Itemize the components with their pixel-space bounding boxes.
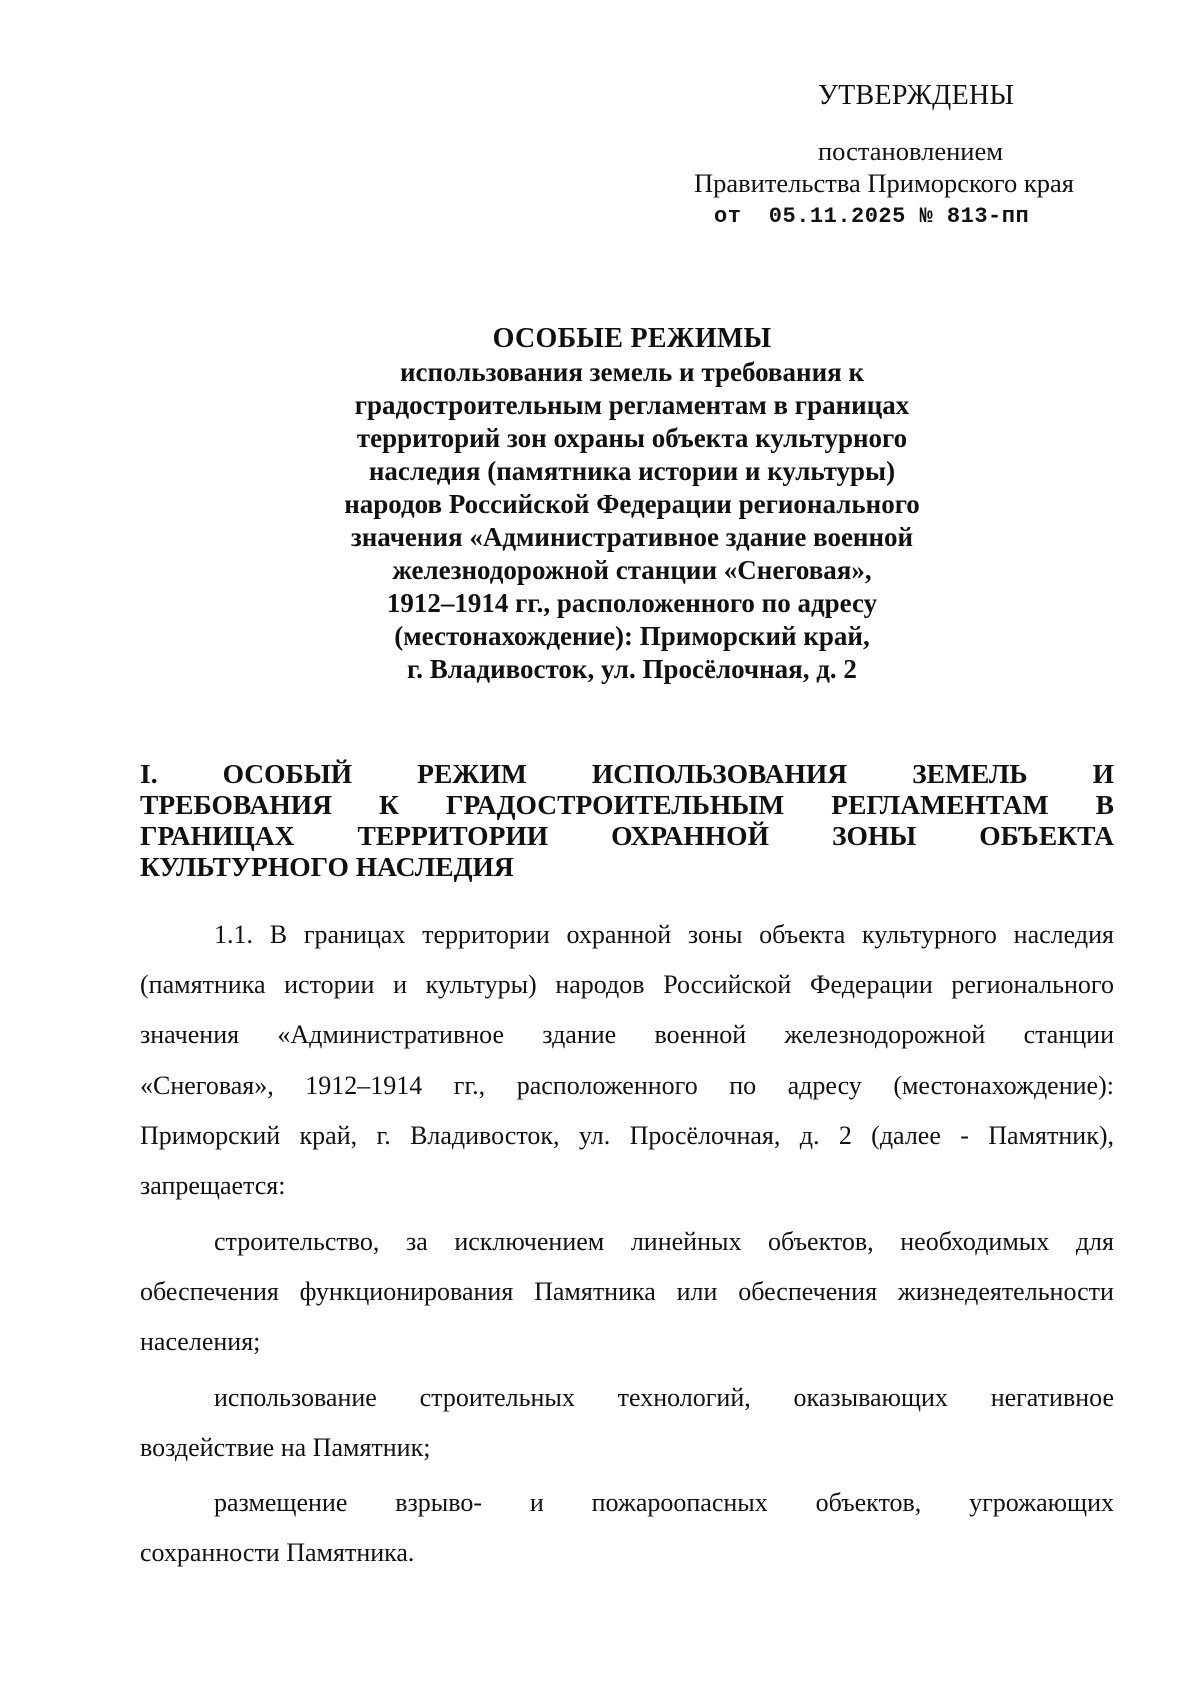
word: наследия xyxy=(1013,920,1114,949)
document-title-line: использования земель и требования к xyxy=(399,357,865,387)
document-title-line: г. Владивосток, ул. Просёлочная, д. 2 xyxy=(407,654,857,684)
word: военной xyxy=(654,1020,747,1049)
document-title xyxy=(150,322,1114,686)
approval-line-1: постановлением xyxy=(818,136,1003,166)
section-heading-line xyxy=(140,820,1114,851)
list-item-line: населения; xyxy=(140,1327,261,1356)
word: «Снеговая», xyxy=(140,1071,274,1100)
word: народов xyxy=(555,970,645,999)
word: «Административное xyxy=(277,1020,504,1049)
word: 2 xyxy=(838,1121,852,1150)
word: Просёлочная, xyxy=(629,1121,781,1150)
word: ТРЕБОВАНИЯ xyxy=(140,789,332,820)
list-item-line xyxy=(214,1383,1114,1413)
word: (местонахождение): xyxy=(893,1071,1114,1100)
word: РЕЖИМ xyxy=(417,758,527,789)
word: ОХРАННОЙ xyxy=(611,820,769,851)
word: жизнедеятельности xyxy=(897,1277,1114,1306)
approval-date-number-stamp: от 05.11.2025 № 813-пп xyxy=(714,204,1030,229)
word: (памятника xyxy=(140,970,266,999)
word: негативное xyxy=(990,1383,1114,1412)
word: РЕГЛАМЕНТАМ xyxy=(831,789,1049,820)
word: строительство, xyxy=(214,1227,380,1256)
word: обеспечения xyxy=(738,1277,878,1306)
word: линейных xyxy=(630,1227,742,1256)
word: ИСПОЛЬЗОВАНИЯ xyxy=(591,758,848,789)
word: г. xyxy=(376,1121,391,1150)
word: И xyxy=(1092,758,1114,789)
word: зоны xyxy=(687,920,743,949)
paragraph-line xyxy=(214,920,1114,950)
paragraph-line xyxy=(140,970,1114,1000)
word: истории xyxy=(284,970,375,999)
word: пожароопасных xyxy=(591,1488,768,1517)
word: за xyxy=(405,1227,428,1256)
word: ГРАНИЦАХ xyxy=(140,820,295,851)
list-item-line: сохранности Памятника. xyxy=(140,1538,415,1567)
document-title-line: значения «Административное здание военной xyxy=(350,522,914,552)
approval-title: УТВЕРЖДЕНЫ xyxy=(818,80,1015,111)
word: гг., xyxy=(453,1071,486,1100)
document-title-line: территорий зон охраны объекта культурного xyxy=(356,423,908,453)
word: железнодорожной xyxy=(784,1020,986,1049)
word: д. xyxy=(799,1121,820,1150)
word: ЗОНЫ xyxy=(831,820,917,851)
word: - xyxy=(960,1121,969,1150)
word: необходимых xyxy=(900,1227,1050,1256)
word: размещение xyxy=(214,1488,348,1517)
word: край, xyxy=(299,1121,358,1150)
section-heading-line xyxy=(140,758,1114,789)
document-title-line: железнодорожной станции «Снеговая», xyxy=(392,555,872,585)
word: Приморский xyxy=(140,1121,281,1150)
list-item-line xyxy=(214,1488,1114,1518)
word: 1.1. xyxy=(214,920,253,949)
word: I. xyxy=(140,758,158,789)
word: охранной xyxy=(566,920,672,949)
word: исключением xyxy=(454,1227,605,1256)
word: Федерации xyxy=(809,970,933,999)
word: расположенного xyxy=(516,1071,698,1100)
word: угрожающих xyxy=(969,1488,1114,1517)
approval-line-2: Правительства Приморского края xyxy=(694,168,1074,198)
word: Владивосток, xyxy=(410,1121,560,1150)
word: обеспечения xyxy=(140,1277,279,1306)
word: культуры) xyxy=(425,970,537,999)
section-heading xyxy=(140,758,1114,882)
word: (далее xyxy=(871,1121,941,1150)
word: и xyxy=(393,970,407,999)
word: адресу xyxy=(787,1071,862,1100)
word: ГРАДОСТРОИТЕЛЬНЫМ xyxy=(446,789,785,820)
paragraph-line xyxy=(140,1121,1114,1151)
word: и xyxy=(529,1488,544,1517)
word: В xyxy=(1095,789,1114,820)
list-item-line: воздействие на Памятник; xyxy=(140,1433,431,1462)
word: В xyxy=(269,920,288,949)
list-item-line xyxy=(140,1277,1114,1307)
section-heading-line xyxy=(140,789,1114,820)
word: станции xyxy=(1023,1020,1114,1049)
word: ОСОБЫЙ xyxy=(222,758,353,789)
word: К xyxy=(379,789,399,820)
word: технологий, xyxy=(617,1383,751,1412)
document-title-line: градостроительным регламентам в границах xyxy=(354,390,910,420)
word: взрыво- xyxy=(395,1488,482,1517)
word: оказывающих xyxy=(793,1383,948,1412)
word: по xyxy=(729,1071,757,1100)
word: Российской xyxy=(663,970,792,999)
document-title-line: 1912–1914 гг., расположенного по адресу xyxy=(386,588,878,618)
word: объектов, xyxy=(768,1227,874,1256)
word: использование xyxy=(214,1383,377,1412)
word: территории xyxy=(422,920,550,949)
document-title-line: наследия (памятника истории и культуры) xyxy=(368,456,896,486)
word: значения xyxy=(140,1020,240,1049)
word: регионального xyxy=(951,970,1114,999)
word: Памятника xyxy=(534,1277,656,1306)
word: объектов, xyxy=(815,1488,922,1517)
section-heading-line: КУЛЬТУРНОГО НАСЛЕДИЯ xyxy=(140,851,514,882)
word: для xyxy=(1075,1227,1114,1256)
document-title-main: ОСОБЫЕ РЕЖИМЫ xyxy=(492,323,772,354)
word: 1912–1914 xyxy=(305,1071,423,1100)
paragraph-line xyxy=(140,1020,1114,1050)
word: границах xyxy=(303,920,406,949)
word: ул. xyxy=(578,1121,611,1150)
list-item-line xyxy=(214,1227,1114,1257)
word: ЗЕМЕЛЬ xyxy=(912,758,1028,789)
word: культурного xyxy=(862,920,997,949)
word: функционирования xyxy=(299,1277,514,1306)
document-title-line: (местонахождение): Приморский край, xyxy=(394,621,870,651)
word: или xyxy=(676,1277,718,1306)
word: ТЕРРИТОРИИ xyxy=(357,820,549,851)
word: ОБЪЕКТА xyxy=(979,820,1114,851)
word: строительных xyxy=(419,1383,575,1412)
paragraph-line xyxy=(140,1071,1114,1101)
word: объекта xyxy=(759,920,846,949)
document-title-line: народов Российской Федерации регионального xyxy=(344,489,920,519)
word: Памятник), xyxy=(988,1121,1114,1150)
word: здание xyxy=(542,1020,617,1049)
paragraph-line: запрещается: xyxy=(140,1171,286,1200)
